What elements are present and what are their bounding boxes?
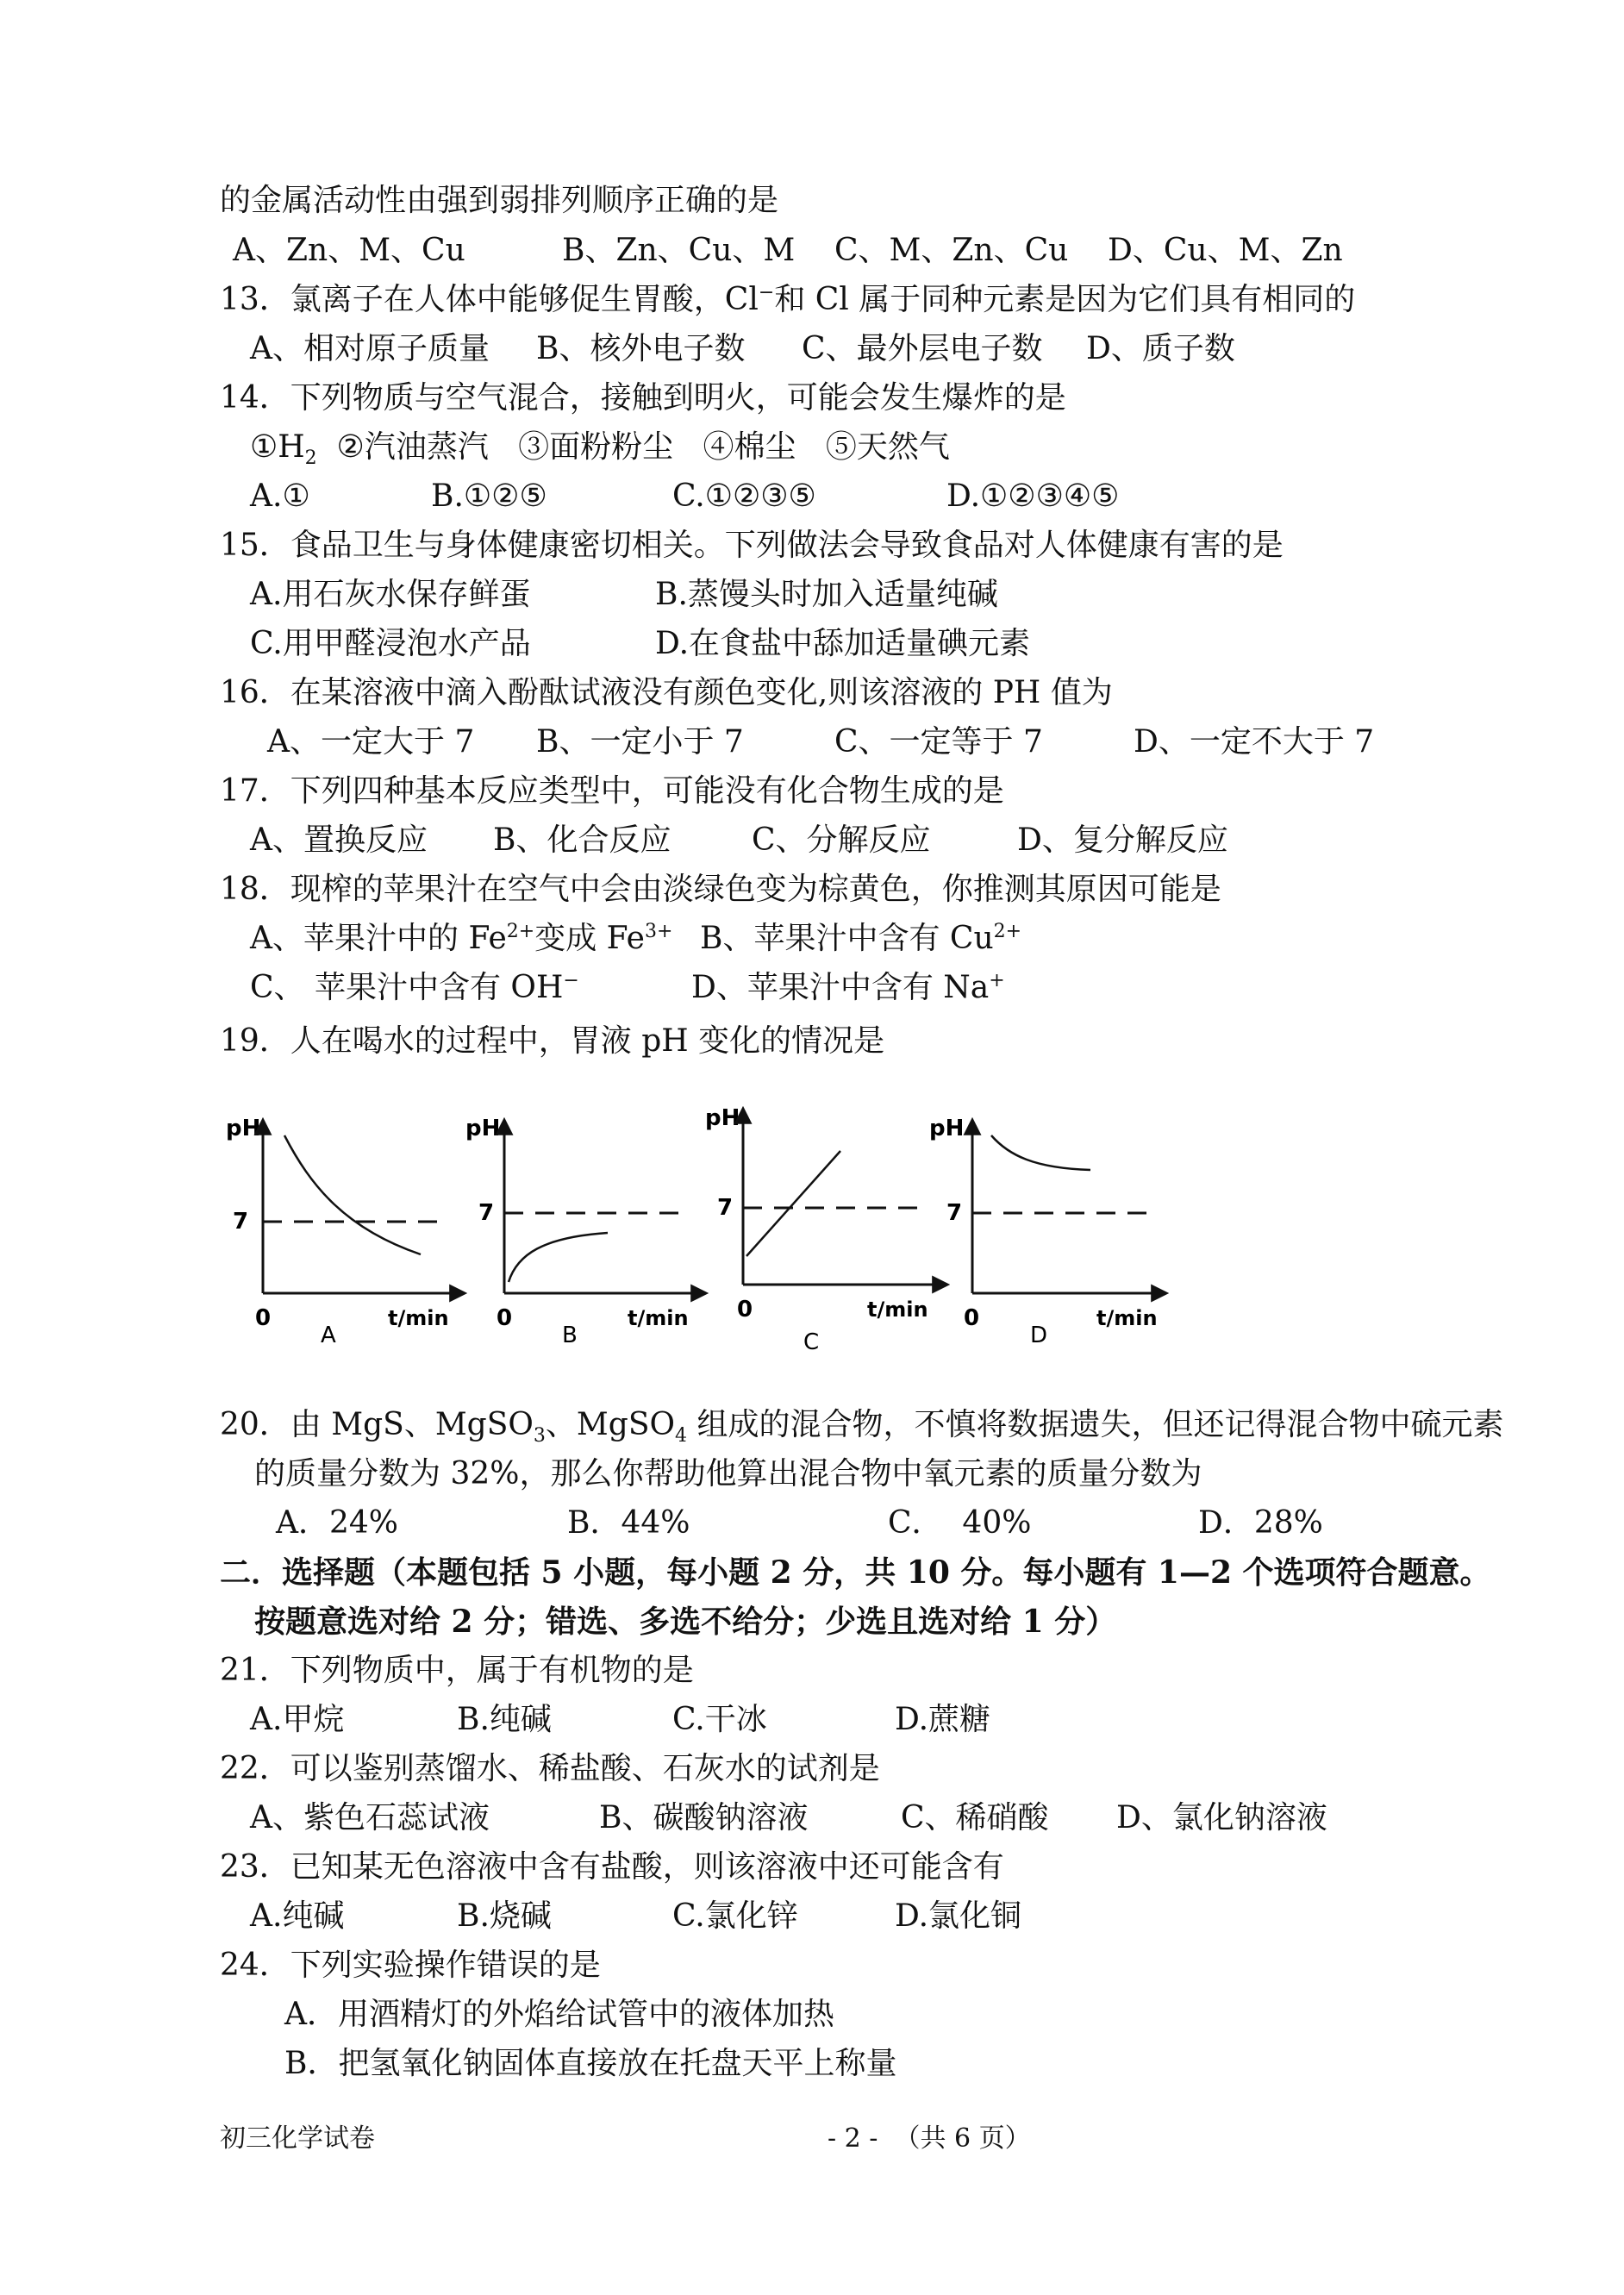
q23-option-a: A.纯碱 (250, 1898, 345, 1934)
q21-option-a: A.甲烷 (250, 1702, 345, 1737)
q21-option-b: B.纯碱 (457, 1702, 552, 1737)
q13-stem: 13．氯离子在人体中能够促生胃酸，Cl−和 Cl 属于同种元素是因为它们具有相同的 (220, 282, 1356, 317)
q18-stem: 18．现榨的苹果汁在空气中会由淡绿色变为棕黄色，你推测其原因可能是 (220, 872, 1221, 907)
q13-option-b: B、核外电子数 (536, 331, 746, 366)
q15-option-b: B.蒸馒头时加入适量纯碱 (655, 577, 998, 612)
q14-option-d: D.①②③④⑤ (946, 478, 1120, 514)
q19-graphs (0, 1099, 1624, 1358)
q14-option-c: C.①②③⑤ (672, 478, 816, 514)
footer-page: - 2 - （共 6 页） (828, 2123, 1031, 2154)
q20-option-b: B．44% (567, 1505, 690, 1541)
q22-option-a: A、紫色石蕊试液 (250, 1800, 490, 1835)
q18-option-c: C、 苹果汁中含有 OH− (250, 970, 579, 1005)
q23-option-c: C.氯化锌 (672, 1898, 798, 1934)
q16-option-c: C、一定等于 7 (834, 724, 1043, 760)
q12-option-a: A、Zn、M、Cu (233, 233, 465, 268)
q17-option-c: C、分解反应 (752, 822, 931, 858)
q16-stem: 16．在某溶液中滴入酚酞试液没有颜色变化,则该溶液的 PH 值为 (220, 675, 1113, 710)
graph-a-ref: 7 (233, 1209, 249, 1235)
q12-option-c: C、M、Zn、Cu (834, 233, 1069, 268)
q17-stem: 17．下列四种基本反应类型中，可能没有化合物生成的是 (220, 773, 1004, 809)
q20-stem-line2: 的质量分数为 32%，那么你帮助他算出混合物中氧元素的质量分数为 (254, 1456, 1202, 1491)
q23-option-b: B.烧碱 (457, 1898, 552, 1934)
q23-stem: 23．已知某无色溶液中含有盐酸，则该溶液中还可能含有 (220, 1849, 1004, 1885)
q15-option-a: A.用石灰水保存鲜蛋 (250, 577, 531, 612)
graph-b-xlabel: t/min (628, 1306, 689, 1330)
q12-option-d: D、Cu、M、Zn (1108, 233, 1343, 268)
q20-stem-line1: 20．由 MgS、MgSO$_3$、MgSO$_4$ 组成的混合物，不慎将数据遗失，但还记得混合物中硫元素 (220, 1407, 1504, 1448)
graph-d-letter: D (1030, 1323, 1048, 1348)
q15-option-c: C.用甲醛浸泡水产品 (250, 626, 531, 661)
graph-b-origin: 0 (497, 1305, 513, 1331)
q17-option-b: B、化合反应 (493, 822, 671, 858)
graph-b-ref: 7 (478, 1200, 495, 1226)
graph-d-ylabel: pH (929, 1116, 965, 1141)
q22-option-b: B、碳酸钠溶液 (599, 1800, 809, 1835)
graph-d-ref: 7 (946, 1200, 963, 1226)
q22-option-d: D、氯化钠溶液 (1116, 1800, 1327, 1835)
q21-option-d: D.蔗糖 (895, 1702, 991, 1737)
q20-option-d: D．28% (1198, 1505, 1323, 1541)
q18-option-a: A、苹果汁中的 $Fe^{2+}$变成 $Fe^{3+}$ (250, 921, 673, 956)
graph-d-origin: 0 (964, 1305, 980, 1331)
q15-stem: 15．食品卫生与身体健康密切相关。下列做法会导致食品对人体健康有害的是 (220, 528, 1284, 563)
graph-c-xlabel: t/min (867, 1298, 928, 1322)
q20-option-a: A．24% (276, 1505, 399, 1541)
q18-option-d: D、苹果汁中含有 Na+ (691, 970, 1005, 1005)
graph-b (465, 1116, 705, 1348)
graph-a (226, 1116, 464, 1348)
graph-c-origin: 0 (737, 1297, 753, 1323)
section2-heading-line1: 二．选择题（本题包括 5 小题，每小题 2 分，共 10 分。每小题有 1—2 个选项符合题意。 (220, 1554, 1491, 1591)
q24-option-a: A．用酒精灯的外焰给试管中的液体加热 (284, 1997, 834, 2032)
graph-a-ylabel: pH (226, 1116, 261, 1141)
q16-option-b: B、一定小于 7 (536, 724, 744, 760)
q14-items: $①H_2$ ②汽油蒸汽 ③面粉粉尘 ④棉尘 ⑤天然气 (250, 429, 950, 470)
q18-option-b: B、苹果汁中含有 $Cu^{2+}$ (700, 921, 1022, 956)
footer-left: 初三化学试卷 (220, 2123, 375, 2154)
q16-option-a: A、一定大于 7 (267, 724, 475, 760)
q13-option-a: A、相对原子质量 (250, 331, 490, 366)
q21-stem: 21．下列物质中，属于有机物的是 (220, 1653, 694, 1688)
q24-stem: 24．下列实验操作错误的是 (220, 1948, 601, 1983)
q21-option-c: C.干冰 (672, 1702, 767, 1737)
section2-heading-line2: 按题意选对给 2 分；错选、多选不给分；少选且选对给 1 分） (254, 1604, 1117, 1640)
q19-stem: 19．人在喝水的过程中，胃液 pH 变化的情况是 (220, 1023, 885, 1059)
q17-option-a: A、置换反应 (250, 822, 428, 858)
q14-option-b: B.①②⑤ (431, 478, 547, 514)
q14-option-a: A.① (250, 478, 310, 514)
q12-stem: 的金属活动性由强到弱排列顺序正确的是 (220, 183, 779, 218)
q14-stem: 14．下列物质与空气混合，接触到明火，可能会发生爆炸的是 (220, 380, 1066, 416)
graph-b-letter: B (562, 1323, 578, 1348)
q12-option-b: B、Zn、Cu、M (562, 233, 796, 268)
graph-a-origin: 0 (255, 1305, 272, 1331)
graph-c-letter: C (803, 1329, 820, 1355)
q17-option-d: D、复分解反应 (1017, 822, 1228, 858)
q23-option-d: D.氯化铜 (895, 1898, 1022, 1934)
graph-c-ref: 7 (717, 1195, 734, 1221)
q15-option-d: D.在食盐中舔加适量碘元素 (655, 626, 1031, 661)
q13-option-d: D、质子数 (1086, 331, 1235, 366)
graph-c (705, 1105, 946, 1355)
q20-option-c: C． 40% (888, 1505, 1032, 1541)
q22-option-c: C、稀硝酸 (901, 1800, 1049, 1835)
q16-option-d: D、一定不大于 7 (1134, 724, 1375, 760)
graph-d (929, 1116, 1165, 1348)
q24-option-b: B．把氢氧化钠固体直接放在托盘天平上称量 (284, 2046, 897, 2081)
graph-d-xlabel: t/min (1096, 1306, 1158, 1330)
q13-option-c: C、最外层电子数 (802, 331, 1043, 366)
graph-c-ylabel: pH (705, 1105, 740, 1131)
graph-a-xlabel: t/min (388, 1306, 449, 1330)
q22-stem: 22．可以鉴别蒸馏水、稀盐酸、石灰水的试剂是 (220, 1751, 880, 1786)
graph-a-letter: A (321, 1323, 336, 1348)
graph-b-ylabel: pH (465, 1116, 501, 1141)
